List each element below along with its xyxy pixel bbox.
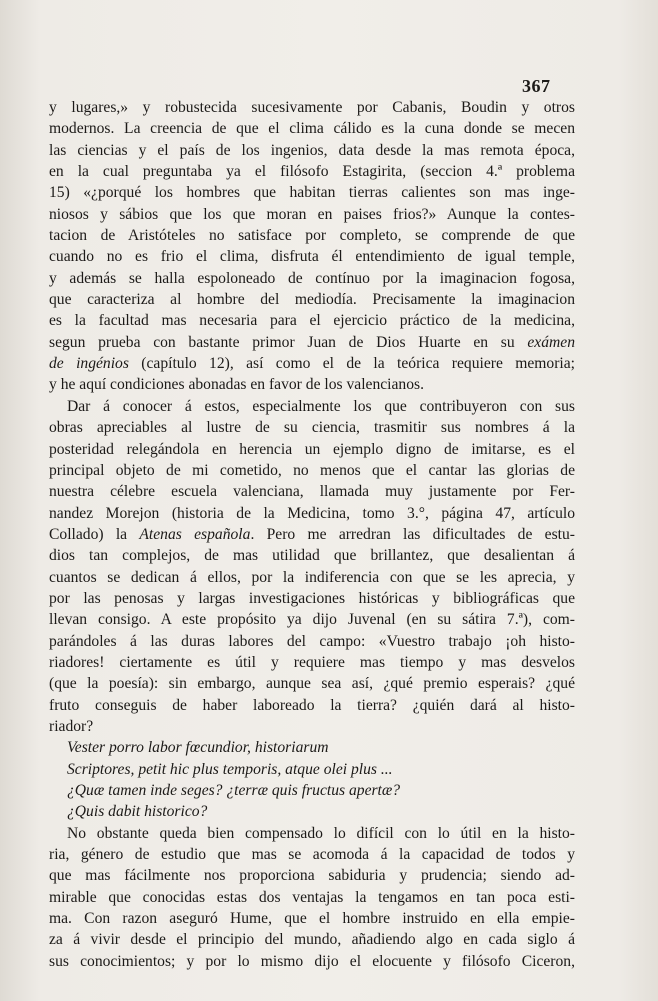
- text-line: cuando no es frio el clima, disfruta él entendimiento de igual temple,: [49, 248, 575, 266]
- text-line: que mas fácilmente nos proporciona sabiduria y prudencia; siendo ad-: [49, 867, 575, 885]
- text-line: [49, 332, 575, 353]
- text-segment: Collado) la: [49, 525, 128, 543]
- text-line: riador?: [49, 717, 94, 735]
- text-line: y he aquí condiciones abonadas en favor de los valencianos.: [49, 376, 424, 394]
- text-line: en la cual preguntaba ya el filósofo Estagirita, (seccion 4.ª problema: [49, 163, 575, 181]
- text-line: [49, 353, 575, 374]
- text-line: obras apreciables al lustre de su ciencia, trasmitir sus nombres á la: [49, 419, 575, 437]
- text-line: riadores! ciertamente es útil y requiere mas tiempo y mas desvelos: [49, 653, 575, 671]
- text-segment: parándoles á las duras labores del campo:: [49, 632, 366, 650]
- text-segment: segun prueba con bastante primor Juan de Dios Huarte en su: [49, 333, 515, 351]
- text-line: dios tan complejos, de mas utilidad que brillantez, que desalientan á: [49, 547, 575, 565]
- text-line: ma. Con razon aseguró Hume, que el hombre instruido en ella empie-: [49, 910, 575, 928]
- text-segment: «Vuestro trabajo ¡oh histo-: [378, 632, 575, 650]
- text-line: tacion de Aristóteles no satisface por completo, se comprende de que: [49, 227, 575, 245]
- text-line: niosos y sábios que los que moran en paises frios?» Aunque la contes-: [49, 205, 575, 223]
- text-line: [49, 631, 575, 652]
- text-line: por las penosas y largas investigaciones históricas y bibliográficas que: [49, 589, 575, 607]
- text-line: [49, 524, 575, 545]
- page-number: 367: [522, 76, 551, 96]
- text-line: Dar á conocer á estos, especialmente los que contribuyeron con sus: [67, 397, 575, 415]
- text-line: sus conocimientos; y por lo mismo dijo el elocuente y filósofo Ciceron,: [49, 952, 575, 970]
- text-line: 15) «¿porqué los hombres que habitan tierras calientes son mas inge-: [49, 184, 575, 202]
- text-segment: (capítulo 12), así como el de la teórica requiere memoria;: [141, 355, 575, 373]
- verse-line: Vester porro labor fœcundior, historiarum: [67, 739, 329, 757]
- text-segment: . Pero me arredran las dificultades de estu-: [250, 525, 575, 543]
- text-line: modernos. La creencia de que el clima cálido es la cuna donde se mecen: [49, 120, 575, 138]
- text-line: mirable que conocidas estas dos ventajas la tengamos en tan poca esti-: [49, 888, 575, 906]
- text-line: las ciencias y el país de los ingenios, data desde la mas remota época,: [49, 141, 575, 159]
- text-line: que caracteriza al hombre del mediodía. Precisamente la imaginacion: [49, 291, 575, 309]
- italic-title-examen: exámen: [527, 333, 576, 351]
- text-line: nandez Morejon (historia de la Medicina, tomo 3.°, página 47, artículo: [49, 504, 575, 522]
- italic-title-ingenios: de ingénios: [49, 355, 129, 373]
- text-line: nuestra célebre escuela valenciana, llamada muy justamente por Fer-: [49, 483, 575, 501]
- text-line: y lugares,» y robustecida sucesivamente por Cabanis, Boudin y otros: [49, 99, 575, 116]
- italic-atenas-espanola: Atenas española: [139, 525, 251, 543]
- text-line: principal objeto de mi cometido, no menos que el cantar las glorias de: [49, 461, 575, 479]
- verse-line: Scriptores, petit hic plus temporis, atque olei plus ...: [67, 760, 393, 778]
- verse-line: ¿Quæ tamen inde seges? ¿terræ quis fructus apertæ?: [67, 782, 401, 799]
- text-line: llevan consigo. A este propósito ya dijo Juvenal (en su sátira 7.ª), com-: [49, 611, 575, 629]
- text-line: posteridad relegándola en herencia un ejemplo digno de imitarse, es el: [49, 440, 575, 458]
- text-line: ria, género de estudio que mas se acomoda á la capacidad de todos y: [49, 846, 575, 864]
- text-line: cuantos se dedican á ellos, por la indiferencia con que se les aprecia, y: [49, 568, 575, 586]
- verse-line: ¿Quis dabit historico?: [67, 803, 208, 821]
- text-line: No obstante queda bien compensado lo difícil con lo útil en la histo-: [67, 824, 575, 842]
- text-line: za á vivir desde el principio del mundo, añadiendo algo en cada siglo á: [49, 931, 575, 949]
- text-line: es la facultad mas necesaria para el ejercicio práctico de la medicina,: [49, 312, 575, 330]
- text-line: y además se halla espoloneado de contínuo por la imaginacion fogosa,: [49, 269, 575, 287]
- text-line: (que la poesía): sin embargo, aunque sea así, ¿qué premio esperais? ¿qué: [49, 675, 575, 693]
- text-line: fruto conseguis de haber laboreado la tierra? ¿quién dará al histo-: [49, 696, 575, 714]
- body-text: [49, 97, 575, 972]
